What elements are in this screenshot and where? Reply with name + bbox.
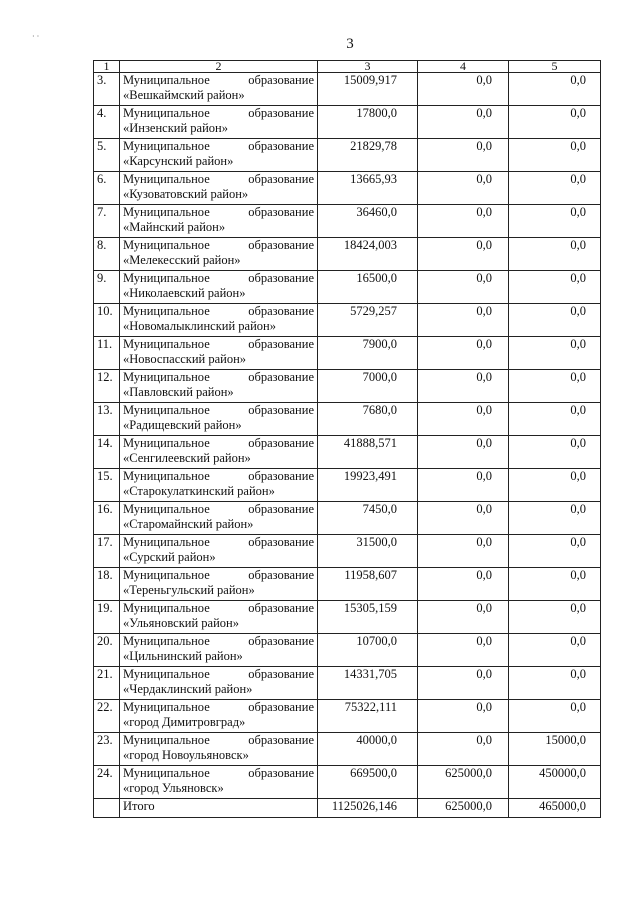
municipality-type: Муниципальное образование [123,73,314,87]
municipality-name [120,304,318,337]
municipality-title: «Кузоватовский район» [123,187,249,201]
value-col4: 0,0 [418,172,509,205]
total-col3: 1125026,146 [318,799,418,818]
municipality-type: Муниципальное образование [123,205,314,219]
value-col4: 625000,0 [418,766,509,799]
municipality-name [120,601,318,634]
municipality-name [120,205,318,238]
scan-mark: · · [32,32,40,41]
municipality-name [120,700,318,733]
value-col5: 0,0 [509,172,601,205]
value-col4: 0,0 [418,370,509,403]
municipality-title: «город Ульяновск» [123,781,224,795]
municipality-type: Муниципальное образование [123,139,314,153]
value-col3: 7680,0 [318,403,418,436]
value-col3: 17800,0 [318,106,418,139]
value-col5: 0,0 [509,238,601,271]
municipality-type: Муниципальное образование [123,700,314,714]
municipality-type: Муниципальное образование [123,601,314,615]
value-col5: 0,0 [509,535,601,568]
row-number: 6. [94,172,120,205]
value-col4: 0,0 [418,304,509,337]
municipality-title: «Инзенский район» [123,121,228,135]
value-col3: 41888,571 [318,436,418,469]
value-col4: 0,0 [418,73,509,106]
municipality-name [120,502,318,535]
total-label: Итого [120,799,318,818]
value-col3: 40000,0 [318,733,418,766]
value-col3: 19923,491 [318,469,418,502]
value-col5: 0,0 [509,337,601,370]
municipality-type: Муниципальное образование [123,535,314,549]
municipality-name [120,436,318,469]
table-row [94,667,601,700]
table-row [94,337,601,370]
value-col4: 0,0 [418,667,509,700]
table-row [94,502,601,535]
value-col5: 15000,0 [509,733,601,766]
value-col3: 5729,257 [318,304,418,337]
value-col3: 18424,003 [318,238,418,271]
value-col5: 0,0 [509,139,601,172]
value-col3: 36460,0 [318,205,418,238]
table-row [94,370,601,403]
column-header-2: 2 [120,61,318,73]
table-row [94,436,601,469]
municipality-type: Муниципальное образование [123,634,314,648]
value-col4: 0,0 [418,502,509,535]
column-header-1: 1 [94,61,120,73]
row-number: 24. [94,766,120,799]
table-row [94,535,601,568]
municipality-type: Муниципальное образование [123,304,314,318]
row-number: 18. [94,568,120,601]
municipality-title: «Старокулаткинский район» [123,484,275,498]
municipality-title: «Сенгилеевский район» [123,451,251,465]
allocation-table [93,60,601,818]
value-col3: 7450,0 [318,502,418,535]
table-row [94,73,601,106]
column-header-5: 5 [509,61,601,73]
value-col3: 11958,607 [318,568,418,601]
table-row [94,304,601,337]
value-col4: 0,0 [418,337,509,370]
value-col3: 75322,111 [318,700,418,733]
row-number: 16. [94,502,120,535]
row-number: 7. [94,205,120,238]
value-col5: 0,0 [509,436,601,469]
value-col4: 0,0 [418,106,509,139]
municipality-type: Муниципальное образование [123,370,314,384]
page-number: 3 [346,36,354,52]
value-col4: 0,0 [418,535,509,568]
row-number: 15. [94,469,120,502]
value-col5: 0,0 [509,403,601,436]
value-col5: 0,0 [509,700,601,733]
municipality-title: «Николаевский район» [123,286,246,300]
value-col5: 0,0 [509,502,601,535]
municipality-title: «город Новоульяновск» [123,748,249,762]
row-number: 10. [94,304,120,337]
municipality-type: Муниципальное образование [123,766,314,780]
table-row [94,403,601,436]
municipality-type: Муниципальное образование [123,733,314,747]
row-number: 14. [94,436,120,469]
table-row [94,469,601,502]
value-col3: 669500,0 [318,766,418,799]
municipality-title: «Новомалыклинский район» [123,319,276,333]
municipality-type: Муниципальное образование [123,172,314,186]
municipality-title: «Старомайнский район» [123,517,254,531]
value-col3: 31500,0 [318,535,418,568]
municipality-title: «город Димитровград» [123,715,246,729]
row-number: 21. [94,667,120,700]
row-number: 3. [94,73,120,106]
table-row [94,205,601,238]
value-col3: 10700,0 [318,634,418,667]
value-col4: 0,0 [418,568,509,601]
municipality-title: «Павловский район» [123,385,234,399]
value-col3: 13665,93 [318,172,418,205]
value-col4: 0,0 [418,205,509,238]
total-col4: 625000,0 [418,799,509,818]
table-row [94,139,601,172]
municipality-name [120,634,318,667]
municipality-name [120,139,318,172]
value-col4: 0,0 [418,700,509,733]
table-row [94,766,601,799]
row-number: 5. [94,139,120,172]
municipality-title: «Новоспасский район» [123,352,247,366]
municipality-name [120,469,318,502]
municipality-title: «Радищевский район» [123,418,242,432]
value-col5: 0,0 [509,370,601,403]
row-number: 4. [94,106,120,139]
municipality-title: «Майнский район» [123,220,226,234]
municipality-name [120,733,318,766]
row-number: 9. [94,271,120,304]
value-col3: 16500,0 [318,271,418,304]
municipality-type: Муниципальное образование [123,667,314,681]
value-col3: 15305,159 [318,601,418,634]
table-row [94,106,601,139]
value-col4: 0,0 [418,601,509,634]
municipality-type: Муниципальное образование [123,271,314,285]
row-number: 17. [94,535,120,568]
row-number: 20. [94,634,120,667]
value-col5: 0,0 [509,106,601,139]
municipality-title: «Сурский район» [123,550,216,564]
municipality-type: Муниципальное образование [123,469,314,483]
municipality-type: Муниципальное образование [123,337,314,351]
municipality-name [120,370,318,403]
value-col3: 15009,917 [318,73,418,106]
value-col4: 0,0 [418,139,509,172]
value-col4: 0,0 [418,271,509,304]
municipality-type: Муниципальное образование [123,436,314,450]
municipality-name [120,403,318,436]
value-col4: 0,0 [418,733,509,766]
municipality-type: Муниципальное образование [123,403,314,417]
row-number: 8. [94,238,120,271]
value-col4: 0,0 [418,403,509,436]
table-row [94,238,601,271]
municipality-type: Муниципальное образование [123,106,314,120]
total-col5: 465000,0 [509,799,601,818]
municipality-title: «Чердаклинский район» [123,682,253,696]
municipality-name [120,238,318,271]
row-number: 23. [94,733,120,766]
table-row [94,271,601,304]
municipality-name [120,106,318,139]
municipality-title: «Мелекесский район» [123,253,241,267]
value-col5: 0,0 [509,667,601,700]
value-col4: 0,0 [418,469,509,502]
table-row [94,601,601,634]
value-col5: 0,0 [509,271,601,304]
value-col4: 0,0 [418,436,509,469]
municipality-type: Муниципальное образование [123,568,314,582]
value-col5: 0,0 [509,469,601,502]
municipality-type: Муниципальное образование [123,238,314,252]
municipality-name [120,568,318,601]
value-col5: 0,0 [509,601,601,634]
table-header-row [94,61,601,73]
municipality-title: «Тереньгульский район» [123,583,255,597]
municipality-type: Муниципальное образование [123,502,314,516]
municipality-title: «Карсунский район» [123,154,234,168]
row-number: 13. [94,403,120,436]
municipality-name [120,766,318,799]
row-number: 11. [94,337,120,370]
municipality-name [120,271,318,304]
value-col5: 0,0 [509,205,601,238]
value-col3: 7000,0 [318,370,418,403]
table-row [94,172,601,205]
municipality-title: «Ульяновский район» [123,616,239,630]
table-row [94,733,601,766]
value-col4: 0,0 [418,238,509,271]
total-row [94,799,601,818]
municipality-name [120,337,318,370]
municipality-name [120,172,318,205]
value-col5: 0,0 [509,73,601,106]
municipality-name [120,73,318,106]
municipality-name [120,535,318,568]
table-row [94,634,601,667]
column-header-3: 3 [318,61,418,73]
municipality-name [120,667,318,700]
row-number: 22. [94,700,120,733]
value-col5: 0,0 [509,304,601,337]
municipality-title: «Вешкаймский район» [123,88,245,102]
column-header-4: 4 [418,61,509,73]
municipality-title: «Цильнинский район» [123,649,243,663]
table-row [94,700,601,733]
row-number: 19. [94,601,120,634]
value-col3: 21829,78 [318,139,418,172]
value-col3: 7900,0 [318,337,418,370]
value-col4: 0,0 [418,634,509,667]
total-num-cell [94,799,120,818]
table-row [94,568,601,601]
value-col3: 14331,705 [318,667,418,700]
row-number: 12. [94,370,120,403]
value-col5: 0,0 [509,568,601,601]
value-col5: 0,0 [509,634,601,667]
value-col5: 450000,0 [509,766,601,799]
